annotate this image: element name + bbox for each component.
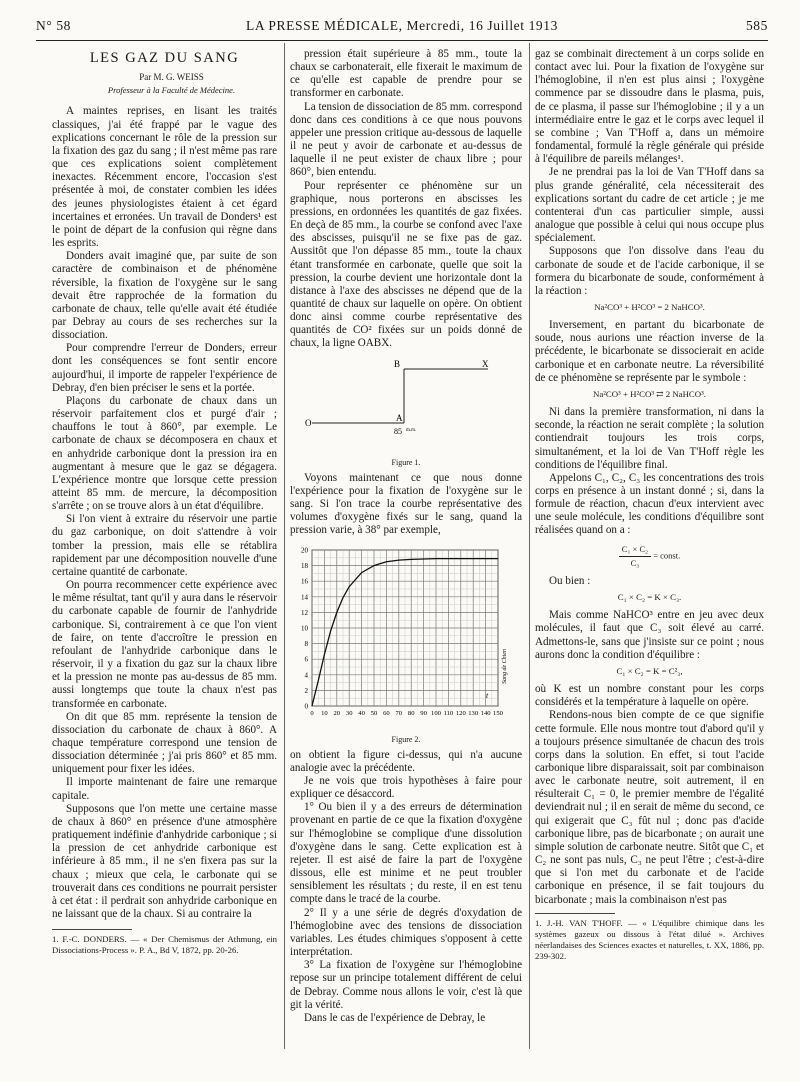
fig2-x-tick-label: 70 bbox=[395, 709, 403, 717]
issue-number: N° 58 bbox=[36, 18, 72, 33]
fig1-label-o: O bbox=[305, 417, 312, 428]
footnote: 1. J.-H. VAN T'HOFF. — « L'équilibre chimique dans les systèmes gazeux ou dissous à l'état dilué ». Archives néerlandaises des Sciences exactes et naturelles, t. XX, 1886, pp. 239-302. bbox=[535, 917, 764, 961]
fig2-x-tick-label: 130 bbox=[468, 709, 479, 717]
column-2 bbox=[290, 48, 522, 1025]
fig2-y-tick-label: 8 bbox=[304, 639, 308, 648]
fig2-x-tick-label: 30 bbox=[345, 709, 353, 717]
paragraph: A maintes reprises, en lisant les traités classiques, j'ai été frappé par le vague des explications concernant le rôle de la pression sur la fixation des gaz du sang ; il n'est même pas rare que ces explications soient complètement inexactes. Récemment encore, l'occasion s'est présentée à moi, de constater combien les idées des jeunes physiologistes étaient à cet égard incertaines et erronées. Un travail de Donders¹ est le point de départ de la confusion qui règne dans les esprits. bbox=[52, 105, 277, 250]
paragraph: 3° La fixation de l'oxygène sur l'hémoglobine repose sur un principe totalement différent de celui de Debray. Comme nous allons le voir, c'est là que git la vérité. bbox=[290, 959, 522, 1011]
fig2-x-tick-label: 80 bbox=[407, 709, 415, 717]
paragraph: Il importe maintenant de faire une remarque capitale. bbox=[52, 776, 277, 802]
fig1-label-b: B bbox=[394, 358, 401, 369]
fig2-x-tick-label: 150 bbox=[493, 709, 503, 717]
fig2-y-tick-label: 4 bbox=[304, 670, 308, 679]
paragraph: Pour représenter ce phénomène sur un graphique, nous porterons en abscisses les pressions, en ordonnées les quantités de gaz fixées. En deçà de 85 mm., la courbe se confond avec l'axe des abscisses, puisqu'il ne se fixe pas de gaz. Aussitôt que l'on dépasse 85 mm., toute la chaux étant transformée en carbonate, quelle que soit la pression, la courbe devient une horizontale dont la distance à l'axe des abscisses ne dépend que de la quantité de chaux sur laquelle on opère. On obtient donc ainsi comme courbe représentative des quantités de CO² fixées sur un poids donné de chaux, la ligne OABX. bbox=[290, 179, 522, 350]
figure-2-caption: Figure 2. bbox=[391, 734, 421, 744]
author-affiliation: Professeur à la Faculté de Médecine. bbox=[107, 85, 236, 96]
paragraph: Si l'on vient à extraire du réservoir une partie du gaz carbonique, on doit s'attendre à voir tomber la pression, mais elle se rétablira rapidement par une décomposition nouvelle d'une certaine quantité de carbonate. bbox=[52, 513, 277, 578]
paragraph: La tension de dissociation de 85 mm. correspond donc dans ces conditions à ce que nous pouvons appeler une pression critique au-dessous de laquelle il ne peut y avoir de carbonate et au-dessus de laquelle il ne peut exister de chaux libre ; pour 860°, bien entendu. bbox=[290, 100, 522, 179]
fraction-denominator: C₃ bbox=[630, 557, 640, 568]
fig2-grid bbox=[312, 550, 498, 706]
fig2-x-tick-label: 60 bbox=[383, 709, 390, 717]
formula-equilibrium: C₁ × C₂ = K = C²₃, bbox=[616, 665, 683, 676]
formula-reversible: Na²CO³ + H²CO³ ⇄ 2 NaHCO³. bbox=[593, 388, 706, 399]
fig2-y-tick-label: 12 bbox=[301, 608, 308, 617]
paragraph: Ni dans la première transformation, ni dans la seconde, la réaction ne serait complète ; la solution contiendrait toujours les trois corps, simultanément, et la loi de Van T'Hoff règle les conditions de l'équilibre final. bbox=[535, 406, 764, 471]
article-author: Par M. G. WEISS bbox=[139, 72, 204, 83]
fig2-x-tick-label: 140 bbox=[480, 709, 491, 717]
paragraph: Appelons C₁, C₂, C₃ les concentrations des trois corps en présence à un instant donné ; si, dans la formule de réaction, chacun d'eux intervient avec une seule molécule, les conditions d'équilibre sont réalisées quand on a : bbox=[535, 471, 764, 537]
paragraph: où K est un nombre constant pour les corps considérés et la température à laquelle on opère. bbox=[535, 683, 764, 709]
column-rule-1 bbox=[284, 43, 285, 1049]
fraction-numerator: C₁ × C₂ bbox=[619, 543, 651, 557]
column-rule-2 bbox=[529, 43, 530, 1049]
fig2-x-tick-label: 100 bbox=[431, 709, 441, 717]
paragraph: Plaçons du carbonate de chaux dans un réservoir parfaitement clos et purgé d'air ; chauffons le tout à 860°, par exemple. Le carbonate de chaux se décomposera en chaux et en anhydride carbonique dont la pression ira en augmentant à mesure que le gaz se dégagera. L'expérience montre que lorsque cette pression atteint 85 mm. de mercure, la décomposition s'arrête ; on se trouve alors à un état d'équilibre. bbox=[52, 394, 277, 513]
fig1-label-a: A bbox=[396, 412, 403, 423]
fig1-label-x: X bbox=[482, 358, 489, 369]
paragraph: 2° Il y a une série de degrés d'oxydation de l'hémoglobine avec des tensions de dissociation variables. Les études chimiques s'opposent à cette interprétation. bbox=[290, 906, 522, 959]
paragraph: Supposons que l'on mette une certaine masse de chaux à 860° en présence d'une atmosphère pratiquement indéfinie d'anhydride carbonique ; si la pression de cet anhydride carbonique est inférieure à 85 mm., il ne s'en fixera pas sur la chaux ; mieux que cela, le carbonate qui se trouverait dans ces conditions ne pourrait persister à cet état : il perdrait son anhydride carbonique en ne laissant que de la chaux. Si au contraire la bbox=[52, 802, 277, 920]
fig2-corner-mark: t bbox=[486, 690, 489, 700]
figure-1-caption: Figure 1. bbox=[391, 457, 421, 467]
column-1 bbox=[52, 48, 277, 956]
paragraph: Inversement, en partant du bicarbonate de soude, nous aurions une réaction inverse de la précédente, le bicarbonate se dissocierait en acide carbonique et en carbonate neutre. La réversibilité de ce phénomène se représente par le symbole : bbox=[535, 319, 764, 384]
paragraph: Donders avait imaginé que, par suite de son caractère de combinaison et de phénomène réversible, la fixation de l'oxygène sur le sang devait être rapprochée de la formation du carbonate de chaux, telle qu'elle avait été étudiée par Debray au cours de ses recherches sur la dissociation. bbox=[52, 250, 277, 342]
formula-k: C₁ × C₂ = K × C₃. bbox=[617, 592, 682, 603]
paragraph: Dans le cas de l'expérience de Debray, le bbox=[304, 1011, 486, 1024]
header-rule bbox=[36, 40, 768, 41]
page-number: 585 bbox=[745, 18, 768, 33]
paragraph: on obtient la figure ci-dessus, qui n'a aucune analogie avec la précédente. bbox=[290, 748, 522, 774]
fig2-x-tick-label: 50 bbox=[370, 709, 378, 717]
footnote-rule bbox=[52, 929, 132, 930]
formula-reaction: Na²CO³ + H²CO³ = 2 NaHCO³. bbox=[594, 301, 705, 312]
fig2-x-tick-label: 40 bbox=[358, 709, 365, 717]
journal-title: LA PRESSE MÉDICALE, Mercredi, 16 Juillet 1913 bbox=[246, 18, 558, 33]
footnote: 1. F.-C. DONDERS. — « Der Chemismus der Athmung, ein Dissociations-Process ». P. A., Bd V, 1872, pp. 20-26. bbox=[52, 934, 277, 956]
paragraph: Voyons maintenant ce que nous donne l'expérience pour la fixation de l'oxygène sur le sang. Si l'on trace la courbe représentative des volumes d'oxygène fixés sur le sang, quand la pression varie, à 38° par exemple, bbox=[290, 471, 522, 537]
paragraph: Je ne vois que trois hypothèses à faire pour expliquer ce désaccord. bbox=[290, 775, 522, 801]
fig2-y-tick-label: 2 bbox=[304, 686, 308, 695]
column-3 bbox=[535, 48, 764, 962]
fig2-x-tick-label: 10 bbox=[321, 709, 328, 717]
fig2-y-tick-label: 14 bbox=[301, 592, 308, 601]
fig2-y-tick-label: 0 bbox=[304, 702, 308, 711]
fig1-label-unit: m.m. bbox=[406, 427, 417, 433]
figure-2-chart bbox=[290, 544, 522, 732]
paragraph: Rendons-nous bien compte de ce que signifie cette formule. Elle nous montre tout d'abord qu'il y a toujours présence simultanée de chacun des trois corps dans la solution. En effet, si tout l'acide carbonique libre disparaissait, soit par combinaison avec le carbonate neutre, soit autrement, il en résulterait C₁ = 0, le premier membre de l'égalité deviendrait nul ; il en serait de même du second, ce qui exigerait que C₃ fût nul ; donc pas d'acide carbonique libre, pas de bicarbonate ; on aurait une simple solution de carbonate neutre. Sitôt que C₁ et C₂ ne sont pas nuls, C₃ ne peut l'être ; c'est-à-dire que si l'on met du carbonate et de l'acide carbonique en présence, il se fait toujours du bicarbonate ; mais la combinaison n'est pas bbox=[535, 709, 764, 906]
paragraph: Supposons que l'on dissolve dans l'eau du carbonate de soude et de l'acide carbonique, il se formera du bicarbonate de soude, conformément à la réaction : bbox=[535, 245, 764, 297]
fig2-x-tick-label: 0 bbox=[310, 709, 314, 717]
formula-fraction bbox=[535, 543, 764, 570]
paragraph: Pour comprendre l'erreur de Donders, erreur dont les conséquences se font sentir encore aujourd'hui, il importe de rappeler l'expérience de Debray, d'en bien préciser le sens et la portée. bbox=[52, 342, 277, 394]
fig1-label-85: 85 bbox=[394, 426, 402, 436]
ou-bien: Ou bien : bbox=[549, 574, 591, 587]
paragraph: Je ne prendrai pas la loi de Van T'Hoff dans sa plus grande généralité, cela nécessiterait des explications sortant du cadre de cet article ; je me contenterai d'un cas particulier simple, aussi analogue que possible à celui qui nous occupe plus spécialement. bbox=[535, 166, 764, 245]
fig2-y-tick-label: 6 bbox=[304, 655, 308, 664]
paragraph: On dit que 85 mm. représente la tension de dissociation du carbonate de chaux à 860°. A chaque température correspond une tension de dissociation déterminée ; j'ai pris 860° et 85 mm. uniquement pour fixer les idées. bbox=[52, 710, 277, 776]
fig2-y-tick-label: 18 bbox=[301, 561, 308, 570]
fig2-y-tick-label: 16 bbox=[301, 577, 308, 586]
paragraph: On pourra recommencer cette expérience avec le même résultat, tant qu'il y aura dans le réservoir du carbonate capable de fournir de l'anhydride carbonique. Si, contrairement à ce que l'on vient de faire, on tente d'accroître le pression en refoulant de l'anhydride carbonique dans le réservoir, il y a fixation du gaz sur la chaux libre et la pression ne monte pas au-dessus de 85 mm. aussi longtemps que toute la chaux n'est pas transformée en carbonate. bbox=[52, 579, 277, 710]
fig2-x-tick-label: 90 bbox=[420, 709, 427, 717]
paragraph: Mais comme NaHCO³ entre en jeu avec deux molécules, il faut que C₃ soit élevé au carré. Admettons-le, sans que j'insiste sur ce point ; nous aurons donc la condition d'équilibre : bbox=[535, 609, 764, 661]
paragraph: gaz se combinait directement à un corps solide en contact avec lui. Pour la fixation de l'oxygène sur l'hémoglobine, il n'en est plus ainsi ; l'oxygène commence par se dissoudre dans le plasma, puis, de ce plasma, il passe sur l'hémoglobine ; il y a un intermédiaire entre le gaz et le corps avec lequel il se combine ; Van T'Hoff a, dans un mémoire fondamental, formulé la règle générale qui préside à l'équilibre de pareils mélanges¹. bbox=[535, 48, 764, 166]
figure-1-diagram bbox=[290, 355, 522, 455]
fig2-x-tick-label: 120 bbox=[455, 709, 466, 717]
fraction-rhs: = const. bbox=[653, 550, 681, 561]
fig2-y-tick-label: 10 bbox=[301, 624, 308, 633]
fig2-y-tick-label: 20 bbox=[301, 546, 308, 555]
footnote-rule bbox=[535, 913, 615, 914]
fig2-x-tick-label: 110 bbox=[443, 709, 454, 717]
fig2-x-ticks bbox=[310, 710, 503, 717]
fig2-series-label: Sang de Chien bbox=[502, 648, 508, 684]
page-header bbox=[36, 18, 768, 38]
paragraph: 1° Ou bien il y a des erreurs de détermination provenant en partie de ce que la fixation d'oxygène sur l'hémoglobine se complique d'une dissolution d'oxygène dans le sang. Cette explication est à rejeter. Il est aisé de faire la part de l'oxygène dissous, elle est minime et ne peut troubler sensiblement les résultats ; du reste, il en est tenu compte dans le tracé de la courbe. bbox=[290, 801, 522, 906]
fraction bbox=[619, 543, 651, 570]
article-title: LES GAZ DU SANG bbox=[89, 50, 240, 66]
fig2-x-tick-label: 20 bbox=[333, 709, 341, 717]
fig2-y-ticks bbox=[301, 546, 309, 710]
paragraph: pression était supérieure à 85 mm., toute la chaux se carbonaterait, elle fixerait le maximum de ce qu'elle est capable de prendre pour se transformer en carbonate. bbox=[290, 48, 522, 100]
